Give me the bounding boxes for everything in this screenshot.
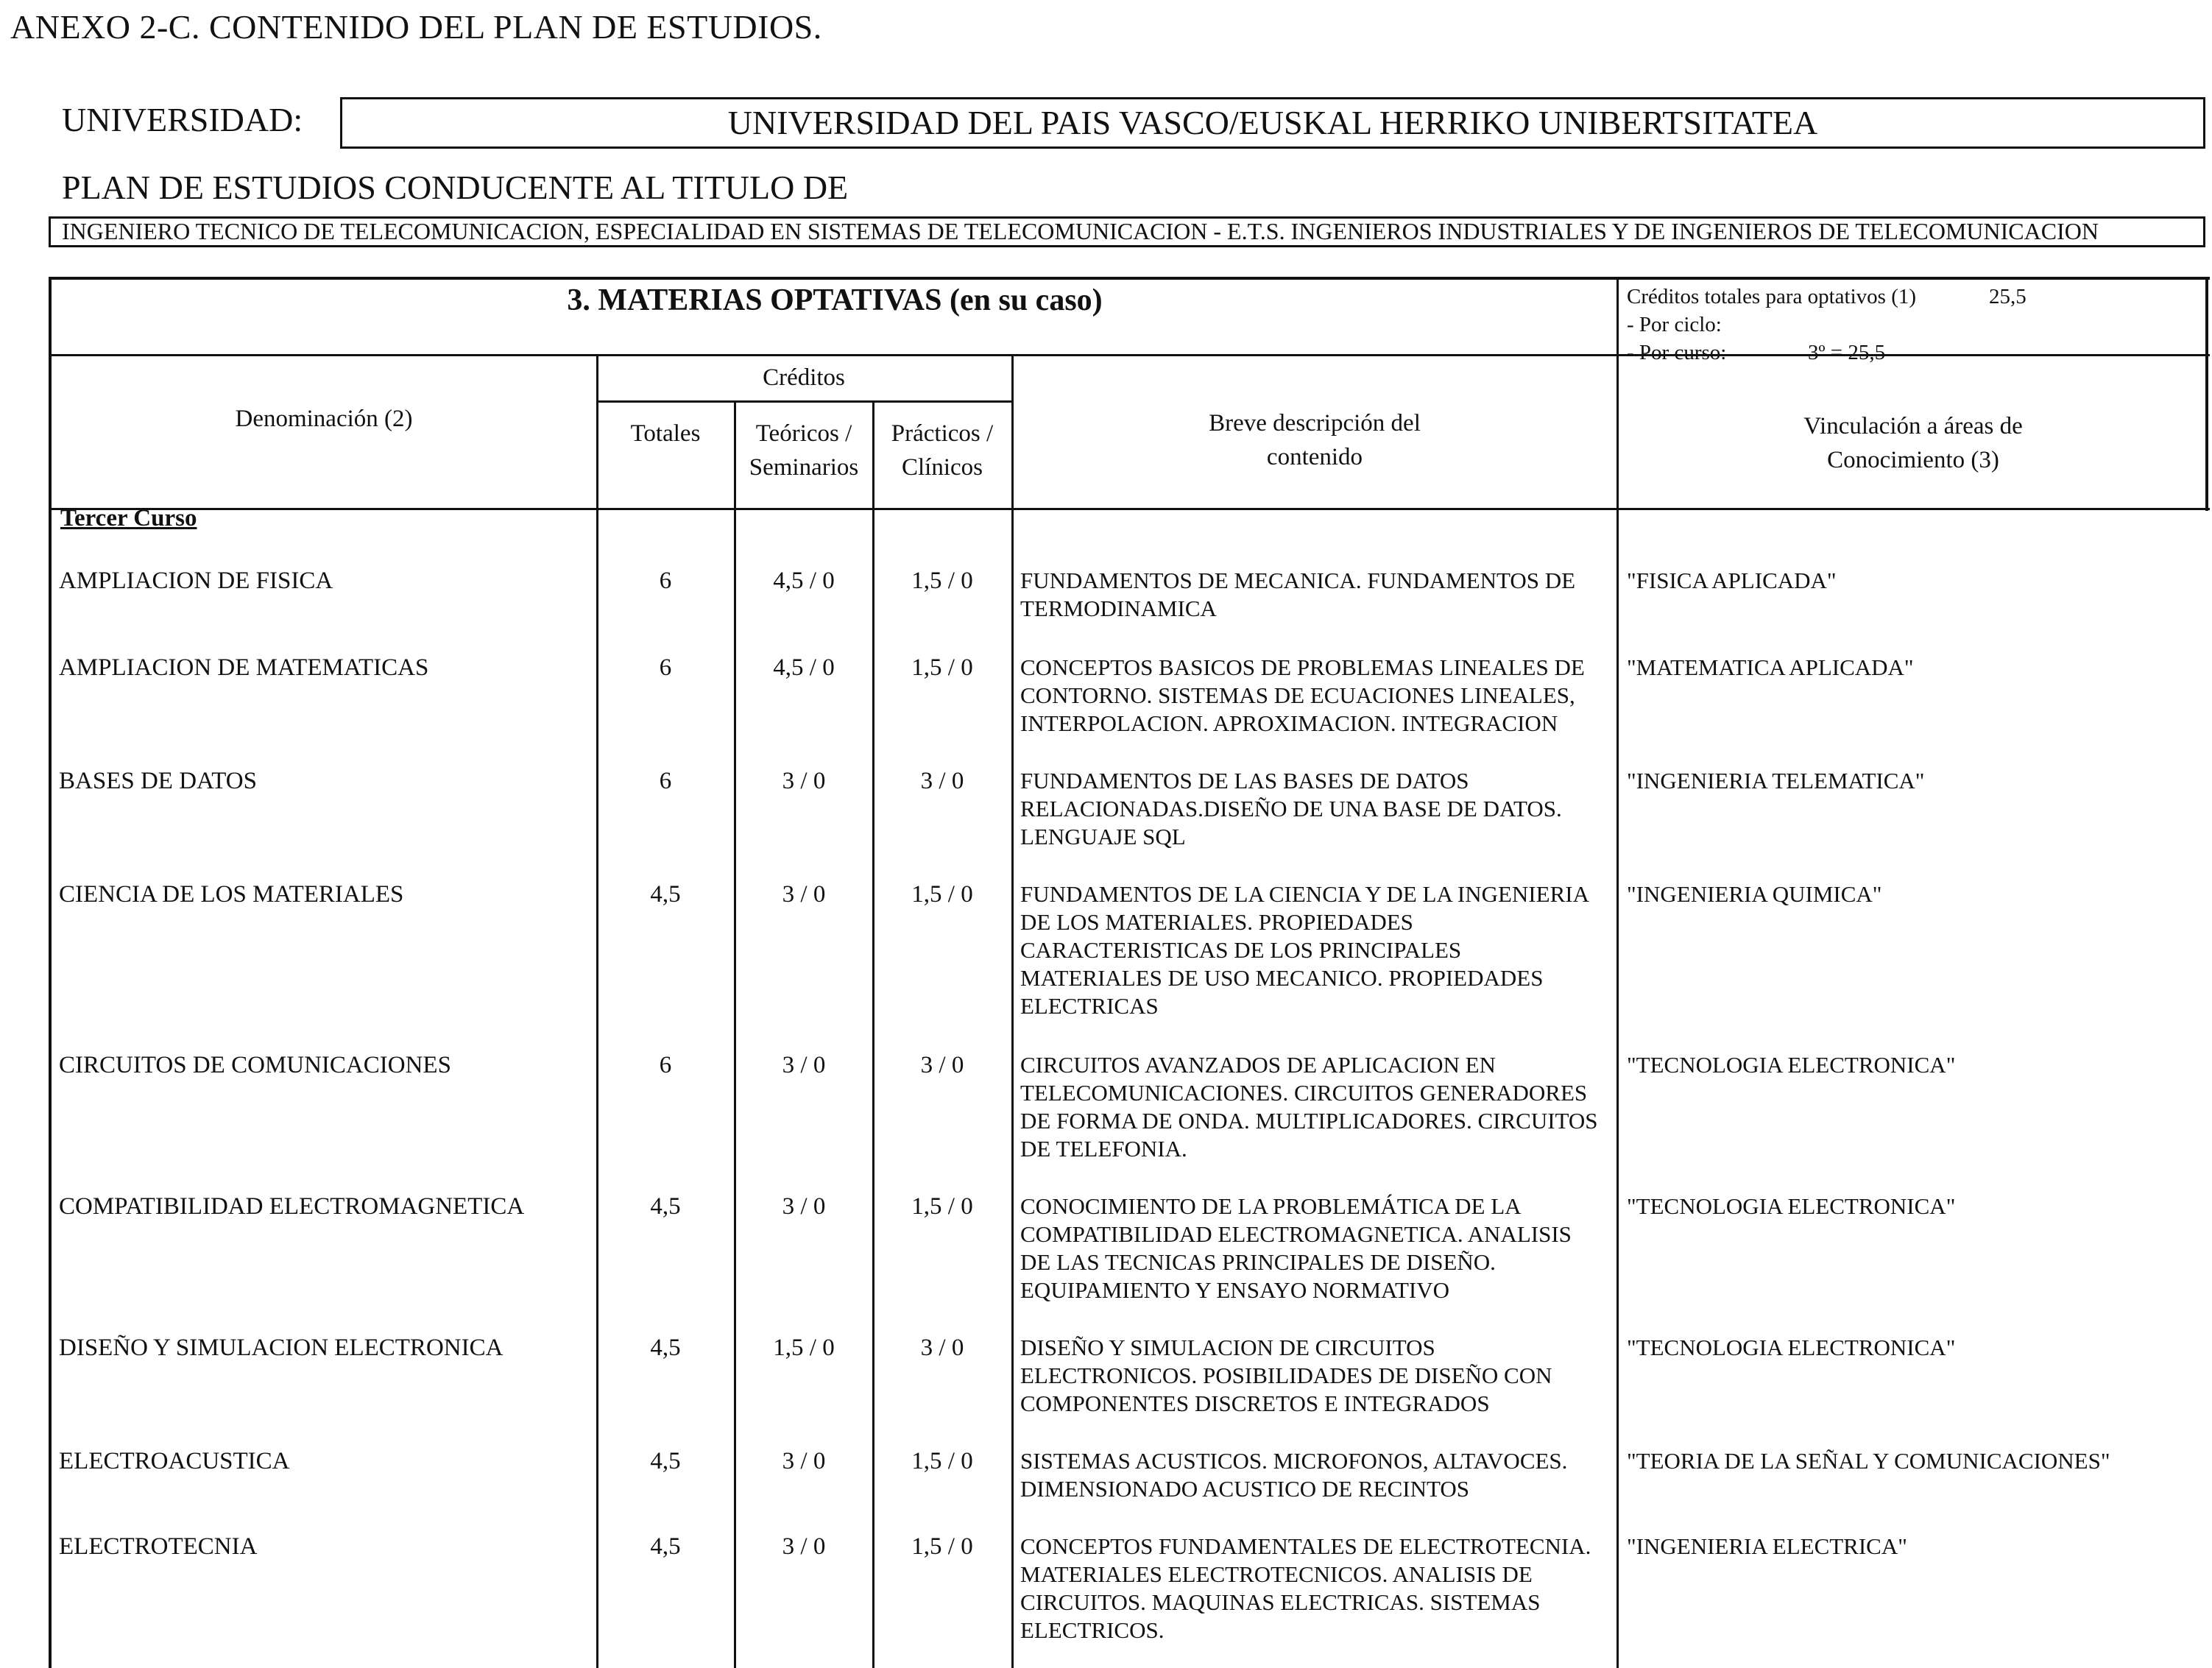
row-practicos: 1,5 / 0 [911, 881, 973, 908]
row-practicos: 1,5 / 0 [911, 1448, 973, 1474]
row-area: "INGENIERIA ELECTRICA" [1627, 1533, 1907, 1559]
desc-line: TERMODINAMICA [1020, 596, 1217, 621]
row-area: "MATEMATICA APLICADA" [1627, 654, 1914, 680]
row-name: AMPLIACION DE FISICA [59, 568, 333, 594]
row-description [1020, 767, 1609, 851]
desc-line: SISTEMAS ACUSTICOS. MICROFONOS, ALTAVOCES. [1020, 1448, 1568, 1474]
row-description [1020, 654, 1609, 738]
row-name: AMPLIACION DE MATEMATICAS [59, 654, 429, 681]
titulo-value: INGENIERO TECNICO DE TELECOMUNICACION, ESPECIALIDAD EN SISTEMAS DE TELECOMUNICACION - E.T.S. INGENIEROS INDUSTRIALES Y DE INGENIEROS DE TELECOMUNICACION [62, 218, 2099, 244]
row-total: 6 [659, 768, 672, 794]
desc-line: CIRCUITOS AVANZADOS DE APLICACION EN [1020, 1052, 1496, 1078]
row-total: 6 [659, 654, 672, 681]
row-total: 4,5 [650, 1335, 681, 1361]
desc-line: LENGUAJE SQL [1020, 824, 1186, 849]
desc-line: MATERIALES DE USO MECANICO. PROPIEDADES [1020, 965, 1544, 991]
denominacion-header: Denominación (2) [235, 406, 413, 432]
por-curso-value: 3º = 25,5 [1808, 341, 1886, 364]
row-description [1020, 880, 1609, 1020]
teoricos-header [735, 417, 873, 484]
row-description [1020, 1051, 1609, 1163]
desc-line: CONCEPTOS FUNDAMENTALES DE ELECTROTECNIA. [1020, 1533, 1591, 1559]
row-area: "TECNOLOGIA ELECTRONICA" [1627, 1193, 1956, 1219]
desc-line: MATERIALES ELECTROTECNICOS. ANALISIS DE [1020, 1561, 1533, 1587]
descripcion-header-line2: contenido [1266, 444, 1363, 470]
universidad-label: UNIVERSIDAD: [62, 101, 303, 138]
desc-line: CONCEPTOS BASICOS DE PROBLEMAS LINEALES DE [1020, 654, 1585, 680]
row-description [1020, 1447, 1609, 1503]
row-practicos: 1,5 / 0 [911, 1533, 973, 1560]
row-practicos: 3 / 0 [920, 768, 964, 794]
totals-block [1627, 283, 2027, 367]
desc-line: ELECTRICAS [1020, 993, 1159, 1019]
desc-line: DE LAS TECNICAS PRINCIPALES DE DISEÑO. [1020, 1249, 1496, 1275]
plan-label: PLAN DE ESTUDIOS CONDUCENTE AL TITULO DE [62, 169, 849, 206]
desc-line: CONOCIMIENTO DE LA PROBLEMÁTICA DE LA [1020, 1193, 1522, 1219]
descripcion-header [1013, 406, 1616, 474]
row-description [1020, 1334, 1609, 1418]
desc-line: DIMENSIONADO ACUSTICO DE RECINTOS [1020, 1476, 1469, 1502]
por-curso-label: - Por curso: [1627, 341, 1727, 364]
row-name: ELECTROTECNIA [59, 1533, 258, 1560]
desc-line: COMPONENTES DISCRETOS E INTEGRADOS [1020, 1390, 1490, 1416]
totals-label: Créditos totales para optativos (1) [1627, 285, 1917, 308]
row-teoricos: 3 / 0 [782, 881, 826, 908]
desc-line: INTERPOLACION. APROXIMACION. INTEGRACION [1020, 710, 1558, 736]
row-area: "TECNOLOGIA ELECTRONICA" [1627, 1335, 1956, 1360]
row-total: 4,5 [650, 1533, 681, 1560]
row-name: BASES DE DATOS [59, 768, 257, 794]
row-teoricos: 4,5 / 0 [773, 568, 835, 594]
vinculacion-header-line2: Conocimiento (3) [1827, 447, 1999, 473]
row-teoricos: 4,5 / 0 [773, 654, 835, 681]
vinculacion-header-line1: Vinculación a áreas de [1803, 413, 2023, 439]
row-teoricos: 3 / 0 [782, 1533, 826, 1560]
desc-line: CARACTERISTICAS DE LOS PRINCIPALES [1020, 937, 1462, 963]
row-teoricos: 3 / 0 [782, 1193, 826, 1220]
desc-line: FUNDAMENTOS DE LA CIENCIA Y DE LA INGENIERIA [1020, 881, 1589, 907]
row-teoricos: 3 / 0 [782, 768, 826, 794]
row-total: 4,5 [650, 1448, 681, 1474]
row-total: 4,5 [650, 1193, 681, 1220]
teoricos-header-line1: Teóricos / [755, 420, 852, 447]
desc-line: RELACIONADAS.DISEÑO DE UNA BASE DE DATOS. [1020, 796, 1562, 821]
descripcion-header-line1: Breve descripción del [1209, 410, 1421, 437]
row-practicos: 1,5 / 0 [911, 654, 973, 681]
row-area: "TEORIA DE LA SEÑAL Y COMUNICACIONES" [1627, 1448, 2110, 1474]
row-name: CIRCUITOS DE COMUNICACIONES [59, 1052, 451, 1078]
row-total: 6 [659, 1052, 672, 1078]
desc-line: TELECOMUNICACIONES. CIRCUITOS GENERADORES [1020, 1080, 1588, 1106]
row-practicos: 1,5 / 0 [911, 568, 973, 594]
desc-line: EQUIPAMIENTO Y ENSAYO NORMATIVO [1020, 1277, 1450, 1303]
desc-line: DISEÑO Y SIMULACION DE CIRCUITOS [1020, 1335, 1435, 1360]
universidad-value: UNIVERSIDAD DEL PAIS VASCO/EUSKAL HERRIKO UNIBERTSITATEA [727, 104, 1818, 141]
vinculacion-header [1619, 409, 2208, 477]
teoricos-header-line2: Seminarios [749, 454, 859, 481]
desc-line: CONTORNO. SISTEMAS DE ECUACIONES LINEALES, [1020, 682, 1575, 708]
desc-line: ELECTRICOS. [1020, 1617, 1165, 1643]
row-description [1020, 1192, 1609, 1304]
section-tercer-curso: Tercer Curso [60, 505, 197, 531]
row-teoricos: 1,5 / 0 [773, 1335, 835, 1361]
creditos-header: Créditos [763, 364, 845, 391]
row-practicos: 3 / 0 [920, 1052, 964, 1078]
desc-line: COMPATIBILIDAD ELECTROMAGNETICA. ANALISIS [1020, 1221, 1572, 1247]
row-teoricos: 3 / 0 [782, 1052, 826, 1078]
row-area: "INGENIERIA QUIMICA" [1627, 881, 1882, 907]
row-total: 4,5 [650, 881, 681, 908]
row-description [1020, 1533, 1609, 1644]
desc-line: CIRCUITOS. MAQUINAS ELECTRICAS. SISTEMAS [1020, 1589, 1541, 1615]
row-practicos: 3 / 0 [920, 1335, 964, 1361]
row-teoricos: 3 / 0 [782, 1448, 826, 1474]
por-ciclo-label: - Por ciclo: [1627, 313, 1722, 336]
materias-optativas-heading: 3. MATERIAS OPTATIVAS (en su caso) [567, 283, 1103, 317]
row-name: COMPATIBILIDAD ELECTROMAGNETICA [59, 1193, 525, 1220]
desc-line: ELECTRONICOS. POSIBILIDADES DE DISEÑO CON [1020, 1363, 1552, 1388]
row-practicos: 1,5 / 0 [911, 1193, 973, 1220]
row-area: "INGENIERIA TELEMATICA" [1627, 768, 1925, 794]
practicos-header [873, 417, 1011, 484]
row-name: CIENCIA DE LOS MATERIALES [59, 881, 404, 908]
desc-line: DE FORMA DE ONDA. MULTIPLICADORES. CIRCUITOS [1020, 1108, 1598, 1134]
practicos-header-line2: Clínicos [901, 454, 983, 481]
row-name: ELECTROACUSTICA [59, 1448, 290, 1474]
row-total: 6 [659, 568, 672, 594]
row-area: "TECNOLOGIA ELECTRONICA" [1627, 1052, 1956, 1078]
row-name: DISEÑO Y SIMULACION ELECTRONICA [59, 1335, 503, 1361]
desc-line: FUNDAMENTOS DE MECANICA. FUNDAMENTOS DE [1020, 568, 1576, 593]
desc-line: FUNDAMENTOS DE LAS BASES DE DATOS [1020, 768, 1469, 794]
practicos-header-line1: Prácticos / [891, 420, 994, 447]
row-description [1020, 567, 1609, 623]
desc-line: DE LOS MATERIALES. PROPIEDADES [1020, 909, 1413, 935]
totales-header: Totales [630, 420, 701, 447]
desc-line: DE TELEFONIA. [1020, 1136, 1187, 1162]
row-area: "FISICA APLICADA" [1627, 568, 1837, 593]
document-title: ANEXO 2-C. CONTENIDO DEL PLAN DE ESTUDIOS. [10, 8, 822, 46]
totals-value: 25,5 [1989, 285, 2027, 308]
